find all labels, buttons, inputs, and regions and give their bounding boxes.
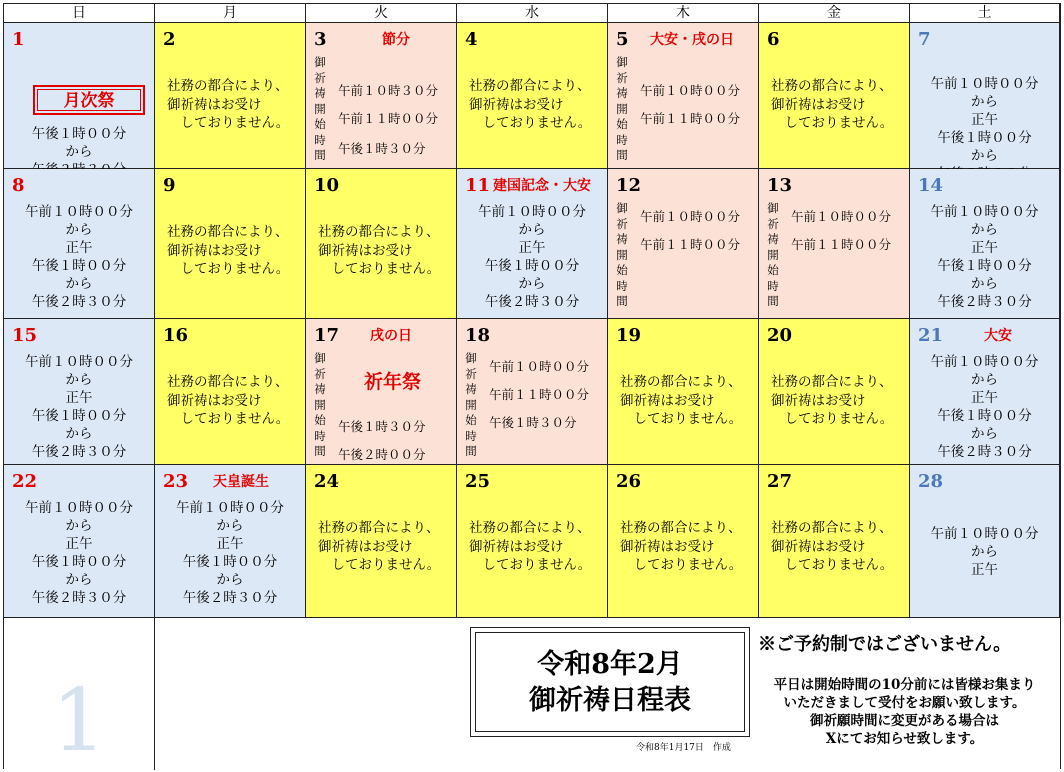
- day-number: 2: [163, 29, 176, 50]
- vertical-label-char: 御: [314, 55, 326, 69]
- day-cell: [759, 23, 910, 169]
- vertical-label-char: 御: [767, 201, 779, 215]
- closed-text: 社務の都合により、 御祈祷はお受け してお​りません。: [167, 374, 290, 427]
- time-line: から: [65, 372, 93, 388]
- time-line: 正午: [971, 112, 998, 128]
- day-number: 15: [12, 325, 38, 346]
- time-line: 正午: [971, 562, 998, 578]
- info-line: 御祈願時間に変更がある場合は: [810, 713, 999, 729]
- time-line: 午前１０時００分: [25, 500, 133, 516]
- time-slot: 午前１０時００分: [791, 209, 892, 224]
- vertical-label: [464, 351, 478, 460]
- time-line: から: [971, 544, 998, 560]
- day-cell: [910, 319, 1060, 465]
- day-note: 戌の日: [370, 328, 412, 344]
- day-number: 27: [767, 471, 793, 492]
- info-line: いただきまして受付をお願い致します。: [783, 695, 1026, 711]
- time-line: から: [65, 276, 93, 292]
- vertical-label-char: 間: [314, 444, 326, 458]
- time-slot: 午前１１時００分: [640, 237, 741, 252]
- weekday-header: 火: [306, 4, 457, 23]
- day-note: 大安・戌の日: [650, 32, 734, 48]
- time-slot: 午後１時３０分: [338, 419, 426, 434]
- day-number: 25: [465, 471, 491, 492]
- weekday-header: 木: [608, 4, 759, 23]
- time-line: 午後１時００分: [937, 130, 1032, 146]
- vertical-label-char: 祈: [314, 70, 326, 85]
- day-cell: [457, 465, 608, 618]
- time-line: 午後１時００分: [937, 408, 1032, 424]
- day-cell: [759, 465, 910, 618]
- day-cell: [306, 465, 457, 618]
- time-line: 午前１０時００分: [25, 354, 133, 370]
- vertical-label-char: 祷: [314, 86, 326, 100]
- time-slot: 午前１１時００分: [489, 387, 590, 402]
- time-line: 午後１時００分: [31, 258, 127, 274]
- vertical-label-char: 間: [314, 148, 326, 162]
- time-slot: 午前１１時００分: [791, 237, 892, 252]
- time-line: 午後２時３０分: [31, 590, 127, 606]
- day-note: 節分: [382, 32, 410, 48]
- time-slot: 午後１時３０分: [338, 141, 426, 156]
- time-line: 正午: [216, 536, 244, 552]
- time-line: 午前１０時００分: [176, 500, 284, 516]
- day-cell: [910, 169, 1060, 319]
- festival-name: 月次祭: [37, 89, 141, 111]
- calendar-title: 御祈祷日程表: [529, 685, 691, 716]
- time-line: 正午: [971, 240, 998, 256]
- day-number: 10: [314, 175, 340, 196]
- vertical-label-char: 間: [465, 444, 477, 458]
- closed-text: 社務の都合により、 御祈祷はお受け してお​りません。: [620, 374, 743, 427]
- day-number: 28: [918, 471, 944, 492]
- vertical-label: [766, 201, 780, 310]
- day-cell: [4, 169, 155, 319]
- vertical-label-char: 開: [767, 247, 779, 262]
- weekday-header: 水: [457, 4, 608, 23]
- time-line: から: [65, 222, 93, 238]
- time-line: 正午: [65, 536, 93, 552]
- time-slot: 午前１０時００分: [489, 359, 590, 374]
- vertical-label-char: 開: [616, 101, 628, 116]
- vertical-label: [313, 55, 327, 164]
- info-line: 平日は開始時間の10分前には皆様お集まり: [773, 677, 1036, 693]
- day-cell: [910, 465, 1060, 618]
- day-number: 21: [918, 325, 944, 346]
- day-cell: [457, 169, 608, 319]
- vertical-label-char: 御: [616, 201, 628, 215]
- prayer-times: [457, 203, 607, 311]
- day-number: 7: [918, 29, 931, 50]
- vertical-label-char: 時: [314, 132, 326, 147]
- day-number: 14: [918, 175, 944, 196]
- created-date: 令和8年1月17日 作成: [636, 743, 731, 753]
- festival-box: [33, 85, 145, 115]
- day-note: 建国記念・大安: [493, 178, 591, 194]
- day-number: 9: [163, 175, 176, 196]
- time-line: 午後１時００分: [31, 554, 127, 570]
- day-number: 19: [616, 325, 642, 346]
- closed-text: 社務の都合により、 御祈祷はお受け してお​りません。: [771, 520, 894, 573]
- vertical-label-char: 時: [616, 132, 628, 147]
- time-line: から: [971, 222, 998, 238]
- big-month-number: 1: [51, 671, 107, 771]
- time-line: 正午: [65, 390, 93, 406]
- day-number: 18: [465, 325, 491, 346]
- vertical-label-char: 始: [767, 263, 779, 277]
- time-line: 午後１時００分: [937, 258, 1032, 274]
- vertical-label-char: 祈: [767, 216, 779, 231]
- day-number: 26: [616, 471, 642, 492]
- day-cell: [457, 23, 608, 169]
- day-cell: [306, 169, 457, 319]
- vertical-label-char: 始: [616, 263, 628, 277]
- day-cell: [608, 23, 759, 169]
- vertical-label-char: 始: [616, 117, 628, 131]
- day-cell: [155, 465, 306, 618]
- weekday-header: 金: [759, 4, 910, 23]
- time-slot: 午前１０時３０分: [338, 83, 439, 98]
- time-line: から: [65, 426, 93, 442]
- vertical-label-char: 祷: [314, 382, 326, 396]
- day-cell: [608, 319, 759, 465]
- time-line: 午後２時３０分: [484, 294, 580, 310]
- time-line: 午前１０時００分: [930, 204, 1039, 220]
- time-line: 午後２時３０分: [31, 294, 127, 310]
- weekday-header: 月: [155, 4, 306, 23]
- day-cell: [306, 23, 457, 169]
- vertical-label-char: 祈: [314, 366, 326, 381]
- closed-text: 社務の都合により、 御祈祷はお受け してお​りません。: [469, 78, 592, 131]
- vertical-label-char: 祷: [465, 382, 477, 396]
- closed-text: 社務の都合により、 御祈祷はお受け してお​りません。: [469, 520, 592, 573]
- time-slot: 午前１０時００分: [640, 83, 741, 98]
- vertical-label: [615, 55, 629, 164]
- prayer-times: [4, 353, 154, 461]
- time-line: 午前１０時００分: [930, 76, 1039, 92]
- prayer-times: [4, 499, 154, 607]
- day-number: 23: [163, 471, 189, 492]
- day-number: 8: [12, 175, 25, 196]
- info-text: [752, 676, 1057, 748]
- day-cell: [4, 465, 155, 618]
- day-note: 大安: [984, 328, 1012, 344]
- time-line: 午前１０時００分: [930, 354, 1039, 370]
- time-line: から: [971, 426, 998, 442]
- time-line: 午後１時００分: [31, 126, 127, 142]
- prayer-times: [910, 75, 1059, 183]
- day-number: 12: [616, 175, 642, 196]
- time-line: から: [65, 144, 93, 160]
- vertical-label-char: 祈: [616, 70, 628, 85]
- time-line: から: [216, 572, 244, 588]
- vertical-label-char: 開: [314, 101, 326, 116]
- time-line: 正午: [971, 390, 998, 406]
- time-slot: 午前１１時００分: [338, 111, 439, 126]
- weekday-header: 日: [4, 4, 155, 23]
- time-line: から: [971, 94, 998, 110]
- time-line: から: [65, 518, 93, 534]
- day-number: 1: [12, 29, 25, 50]
- vertical-label-char: 祷: [616, 232, 628, 246]
- time-line: 午後１時００分: [31, 408, 127, 424]
- closed-text: 社務の都合により、 御祈祷はお受け してお​りません。: [167, 224, 290, 277]
- day-cell: [4, 319, 155, 465]
- vertical-label-char: 開: [616, 247, 628, 262]
- vertical-label-char: 時: [465, 428, 477, 443]
- day-cell: [4, 23, 155, 169]
- vertical-label-char: 開: [465, 397, 477, 412]
- closed-text: 社務の都合により、 御祈祷はお受け してお​りません。: [318, 224, 441, 277]
- bottom-left-cell: [4, 618, 155, 770]
- day-cell: [608, 465, 759, 618]
- vertical-label-char: 御: [616, 55, 628, 69]
- closed-text: 社務の都合により、 御祈祷はお受け してお​りません。: [771, 78, 894, 131]
- day-number: 17: [314, 325, 340, 346]
- day-number: 20: [767, 325, 793, 346]
- time-line: から: [518, 276, 546, 292]
- time-line: 午後１時００分: [484, 258, 580, 274]
- time-line: 午後２時３０分: [937, 294, 1032, 310]
- vertical-label-char: 祈: [616, 216, 628, 231]
- time-slot: 午後１時３０分: [489, 415, 577, 430]
- vertical-label-char: 時: [314, 428, 326, 443]
- prayer-times: [4, 203, 154, 311]
- festival-name: 祈年祭: [364, 371, 422, 393]
- day-cell: [155, 169, 306, 319]
- closed-text: 社務の都合により、 御祈祷はお受け してお​りません。: [620, 520, 743, 573]
- day-cell: [759, 319, 910, 465]
- day-number: 16: [163, 325, 189, 346]
- day-cell: [608, 169, 759, 319]
- time-line: 午前１０時００分: [25, 204, 133, 220]
- vertical-label-char: 間: [767, 294, 779, 308]
- vertical-label-char: 開: [314, 397, 326, 412]
- day-number: 4: [465, 29, 478, 50]
- time-line: から: [971, 148, 998, 164]
- calendar-title-month: 令和8年2月: [537, 649, 683, 680]
- time-line: から: [518, 222, 546, 238]
- day-cell: [910, 23, 1060, 169]
- vertical-label-char: 時: [616, 278, 628, 293]
- time-line: 午後１時００分: [182, 554, 278, 570]
- day-cell: [155, 23, 306, 169]
- vertical-label: [615, 201, 629, 310]
- closed-text: 社務の都合により、 御祈祷はお受け してお​りません。: [318, 520, 441, 573]
- time-line: 正午: [65, 240, 93, 256]
- time-line: 午前１０時００分: [478, 204, 586, 220]
- vertical-label-char: 祷: [616, 86, 628, 100]
- time-line: から: [971, 276, 998, 292]
- vertical-label: [313, 351, 327, 460]
- time-line: 午前１０時００分: [930, 526, 1039, 542]
- title-box: [470, 627, 750, 737]
- day-number: 11: [465, 175, 491, 196]
- day-number: 6: [767, 29, 780, 50]
- day-cell: [457, 319, 608, 465]
- day-cell: [306, 319, 457, 465]
- day-number: 13: [767, 175, 793, 196]
- weekday-header: 土: [910, 4, 1060, 23]
- time-line: 午後２時３０分: [937, 444, 1032, 460]
- day-cell: [759, 169, 910, 319]
- closed-text: 社務の都合により、 御祈祷はお受け してお​りません。: [167, 78, 290, 131]
- time-line: から: [216, 518, 244, 534]
- time-line: から: [971, 372, 998, 388]
- day-number: 24: [314, 471, 340, 492]
- day-number: 3: [314, 29, 327, 50]
- vertical-label-char: 御: [465, 351, 477, 365]
- day-number: 22: [12, 471, 38, 492]
- prayer-times: [910, 525, 1059, 579]
- day-number: 5: [616, 29, 629, 50]
- closed-text: 社務の都合により、 御祈祷はお受け してお​りません。: [771, 374, 894, 427]
- time-line: 午後２時３０分: [31, 444, 127, 460]
- vertical-label-char: 時: [767, 278, 779, 293]
- reservation-notice: ※ご予約制ではございません。: [758, 634, 1012, 655]
- time-line: から: [65, 572, 93, 588]
- time-line: 正午: [518, 240, 546, 256]
- prayer-times: [910, 353, 1059, 461]
- vertical-label-char: 祷: [767, 232, 779, 246]
- day-note: 天皇誕生: [213, 474, 269, 490]
- vertical-label-char: 祈: [465, 366, 477, 381]
- vertical-label-char: 始: [465, 413, 477, 427]
- day-cell: [155, 319, 306, 465]
- time-slot: 午後２時００分: [338, 447, 426, 462]
- time-slot: 午前１１時００分: [640, 111, 741, 126]
- vertical-label-char: 始: [314, 413, 326, 427]
- vertical-label-char: 間: [616, 294, 628, 308]
- prayer-times: [155, 499, 305, 607]
- time-slot: 午前１０時００分: [640, 209, 741, 224]
- prayer-times: [910, 203, 1059, 311]
- vertical-label-char: 御: [314, 351, 326, 365]
- time-line: 午後２時３０分: [182, 590, 278, 606]
- vertical-label-char: 間: [616, 148, 628, 162]
- vertical-label-char: 始: [314, 117, 326, 131]
- info-line: Xにてお知らせ致します。: [825, 731, 984, 747]
